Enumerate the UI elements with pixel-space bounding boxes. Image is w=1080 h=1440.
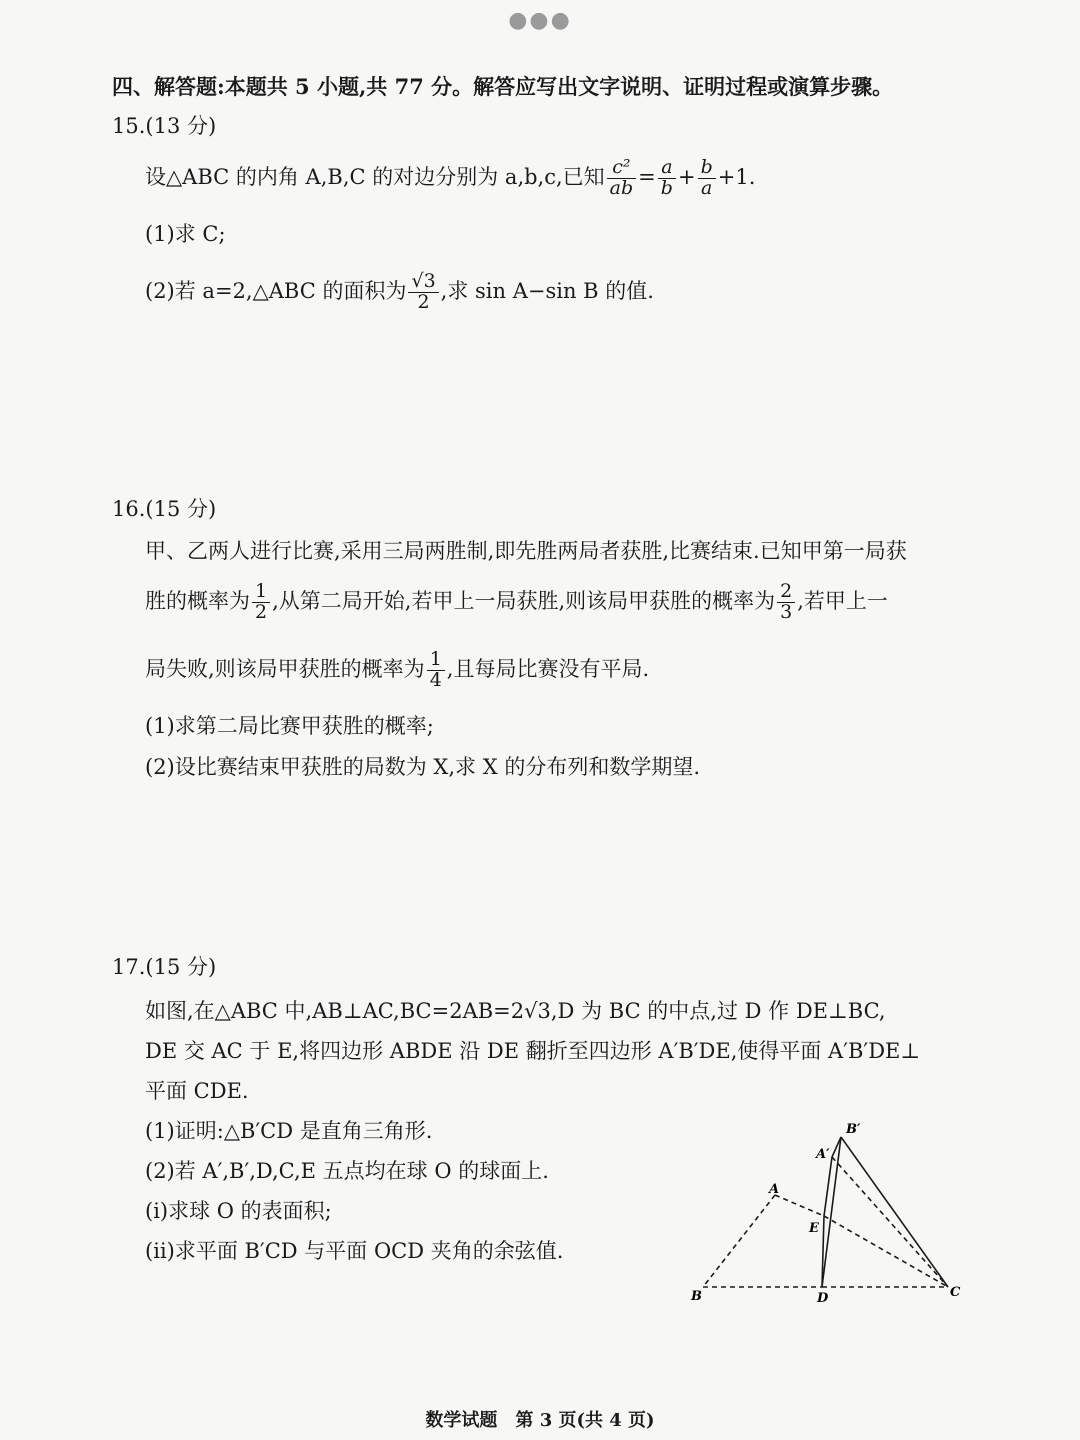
q16-line2: 胜的概率为 $\frac{1}{2}$ ,从第二局开始,若甲上一局获胜,则该局甲获胜的概率为 $\frac{2}{3}$ ,若甲上一	[145, 580, 888, 623]
edge-AB	[703, 1195, 775, 1287]
q15-stem: 设△ABC 的内角 A,B,C 的对边分别为 a,b,c,已知 $\frac{\text{c²}}{ab}$ = $\frac{a}{b}$ + $\frac{b}{a}$ +1.	[145, 156, 756, 199]
q15-stem-text: 设△ABC 的内角 A,B,C 的对边分别为 a,b,c,已知	[145, 164, 605, 189]
edge-EC	[824, 1216, 948, 1287]
section-title: 四、解答题:本题共 5 小题,共 77 分。解答应写出文字说明、证明过程或演算步骤。	[112, 74, 894, 99]
q15-part1: (1)求 C;	[145, 222, 226, 246]
q15-header: 15.(13 分)	[112, 114, 217, 138]
q16-part2: (2)设比赛结束甲获胜的局数为 X,求 X 的分布列和数学期望.	[145, 755, 701, 779]
q17-header: 17.(15 分)	[112, 955, 217, 979]
edge-AE	[775, 1195, 824, 1216]
label-A: A	[769, 1182, 780, 1197]
q16-line3: 局失败,则该局甲获胜的概率为 $\frac{1}{4}$ ,且每局比赛没有平局.	[145, 648, 650, 691]
q15-fraction-b-a: $\frac{b}{a}$	[698, 158, 716, 199]
label-B-prime: B′	[846, 1122, 861, 1137]
edge-A1C	[832, 1157, 948, 1287]
label-E: E	[809, 1221, 819, 1236]
q17-part1: (1)证明:△B′CD 是直角三角形.	[145, 1119, 433, 1143]
q16-fraction-1-2: $\frac{1}{2}$	[252, 582, 270, 623]
q17-part2-i: (ⅰ)求球 O 的表面积;	[145, 1199, 332, 1223]
q15-fraction-c2-ab: $\frac{\text{c²}}{ab}$	[607, 158, 637, 199]
menu-dots-icon[interactable]: ●●●	[508, 8, 572, 33]
q17-line3: 平面 CDE.	[145, 1079, 249, 1103]
page-footer: 数学试题 第 3 页(共 4 页)	[425, 1410, 655, 1431]
q15-fraction-a-b: $\frac{a}{b}$	[658, 158, 676, 199]
label-B: B	[691, 1289, 702, 1304]
q17-line1: 如图,在△ABC 中,AB⊥AC,BC=2AB=2√3,D 为 BC 的中点,过 D 作 DE⊥BC,	[145, 999, 886, 1023]
edge-B1C	[841, 1137, 948, 1287]
label-A-prime: A′	[816, 1147, 830, 1162]
q17-part2-ii: (ⅱ)求平面 B′CD 与平面 OCD 夹角的余弦值.	[145, 1239, 564, 1263]
q16-header: 16.(15 分)	[112, 497, 217, 521]
q15-part2: (2)若 a=2,△ABC 的面积为 $\frac{√3}{2}$ ,求 sin A−sin B 的值.	[145, 270, 654, 313]
edge-A1E	[824, 1157, 832, 1216]
q17-part2: (2)若 A′,B′,D,C,E 五点均在球 O 的球面上.	[145, 1159, 549, 1183]
q16-fraction-2-3: $\frac{2}{3}$	[777, 582, 795, 623]
label-D: D	[817, 1291, 829, 1306]
q15-fraction-sqrt3-2: $\frac{√3}{2}$	[408, 272, 438, 313]
q16-part1: (1)求第二局比赛甲获胜的概率;	[145, 714, 434, 738]
q17-line2: DE 交 AC 于 E,将四边形 ABDE 沿 DE 翻折至四边形 A′B′DE,使得平面 A′B′DE⊥	[145, 1039, 921, 1063]
label-C: C	[950, 1285, 961, 1300]
q16-fraction-1-4: $\frac{1}{4}$	[427, 650, 445, 691]
q16-line1: 甲、乙两人进行比赛,采用三局两胜制,即先胜两局者获胜,比赛结束.已知甲第一局获	[145, 539, 907, 563]
